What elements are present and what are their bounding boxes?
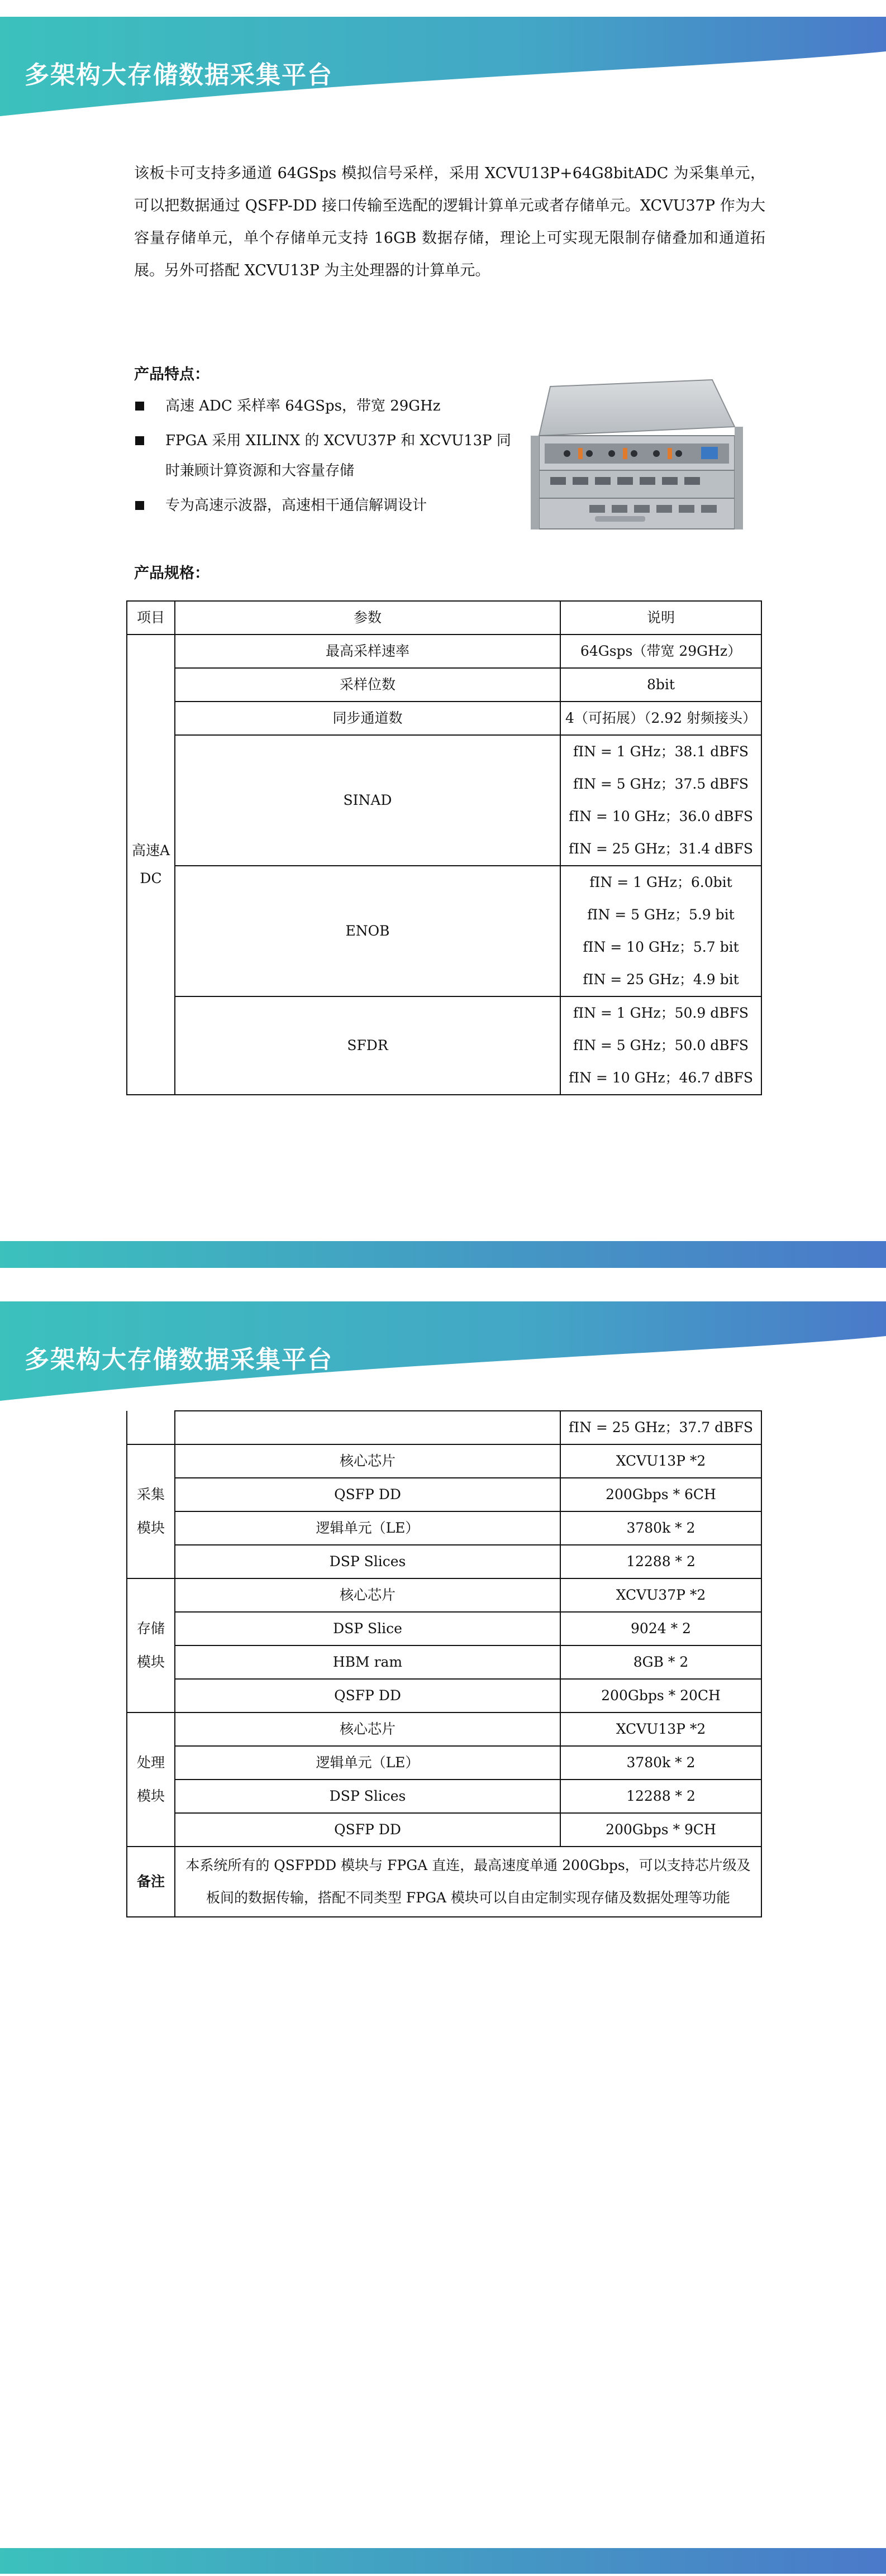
- param-cell: 同步通道数: [175, 702, 560, 735]
- spec-table-continued: [126, 1410, 762, 1917]
- table-row: [127, 1578, 761, 1612]
- table-row: [127, 668, 761, 702]
- features-heading: 产品特点：: [134, 366, 209, 383]
- table-row: [127, 1411, 761, 1444]
- value-cell: fIN = 1 GHz；38.1 dBFS fIN = 5 GHz；37.5 dBFS fIN = 10 GHz；36.0 dBFS fIN = 25 GHz；31.4 dBFS: [560, 735, 761, 866]
- table-row: [127, 1444, 761, 1478]
- spec-heading: 产品规格：: [134, 565, 209, 582]
- table-row: [127, 1645, 761, 1679]
- param-cell: QSFP DD: [175, 1679, 560, 1712]
- param-cell: QSFP DD: [175, 1813, 560, 1847]
- value-cell: 200Gbps * 20CH: [560, 1679, 761, 1712]
- param-cell: DSP Slices: [175, 1780, 560, 1813]
- param-cell: 核心芯片: [175, 1444, 560, 1478]
- table-row: [127, 1679, 761, 1712]
- table-row: [127, 996, 761, 1095]
- table-header-row: [127, 601, 761, 635]
- page-header-banner: [0, 17, 886, 117]
- remark-label: 备注: [127, 1847, 175, 1917]
- value-cell: XCVU13P *2: [560, 1444, 761, 1478]
- page-title: 多架构大存储数据采集平台: [25, 61, 333, 89]
- feature-item: FPGA 采用 XILINX 的 XCVU37P 和 XCVU13P 同时兼顾计算资源和大容量存储: [134, 426, 525, 486]
- table-row: [127, 1712, 761, 1746]
- column-header-desc: 说明: [560, 601, 761, 635]
- page-title: 多架构大存储数据采集平台: [25, 1346, 333, 1374]
- table-row: [127, 702, 761, 735]
- product-photo: [528, 375, 751, 537]
- feature-list: [134, 391, 525, 521]
- table-row: [127, 1746, 761, 1780]
- intro-paragraph: 该板卡可支持多通道 64GSps 模拟信号采样，采用 XCVU13P+64G8bitADC 为采集单元，可以把数据通过 QSFP-DD 接口传输至选配的逻辑计算单元或者存储单元。XCVU37P 作为大容量存储单元，单个存储单元支持 16GB 数据存储，理论上可实现无限制存储叠加和通道拓展。另外可搭配 XCVU13P 为主处理器的计算单元。: [134, 165, 765, 279]
- column-header-param: 参数: [175, 601, 560, 635]
- param-cell: 逻辑单元（LE）: [175, 1746, 560, 1780]
- value-cell: 4（可拓展）（2.92 射频接头）: [560, 702, 761, 735]
- value-cell: 3780k * 2: [560, 1746, 761, 1780]
- group-cell-acquisition: 采集模块: [127, 1444, 175, 1578]
- feature-item: 专为高速示波器，高速相干通信解调设计: [134, 490, 525, 521]
- value-cell: 64Gsps（带宽 29GHz）: [560, 635, 761, 668]
- value-cell: 12288 * 2: [560, 1780, 761, 1813]
- table-row: [127, 1511, 761, 1545]
- group-cell-storage: 存储模块: [127, 1578, 175, 1712]
- param-cell: 核心芯片: [175, 1712, 560, 1746]
- param-cell: HBM ram: [175, 1645, 560, 1679]
- table-row: [127, 1612, 761, 1645]
- feature-item: 高速 ADC 采样率 64GSps，带宽 29GHz: [134, 391, 525, 421]
- param-cell: ENOB: [175, 866, 560, 996]
- value-cell: fIN = 25 GHz；37.7 dBFS: [560, 1411, 761, 1444]
- param-cell: SINAD: [175, 735, 560, 866]
- remark-text: 本系统所有的 QSFPDD 模块与 FPGA 直连，最高速度单通 200Gbps，可以支持芯片级及板间的数据传输，搭配不同类型 FPGA 模块可以自由定制实现存储及数据处理等功能: [175, 1847, 761, 1917]
- value-cell: fIN = 1 GHz；6.0bit fIN = 5 GHz；5.9 bit fIN = 10 GHz；5.7 bit fIN = 25 GHz；4.9 bit: [560, 866, 761, 996]
- page-footer-strip: [0, 2548, 886, 2575]
- value-cell: 8bit: [560, 668, 761, 702]
- param-cell: 逻辑单元（LE）: [175, 1511, 560, 1545]
- square-bullet-icon: [135, 402, 144, 411]
- square-bullet-icon: [135, 436, 144, 445]
- table-row: [127, 1813, 761, 1847]
- square-bullet-icon: [135, 501, 144, 510]
- value-cell: 12288 * 2: [560, 1545, 761, 1578]
- param-cell: SFDR: [175, 996, 560, 1095]
- param-cell: DSP Slices: [175, 1545, 560, 1578]
- group-cell-processing: 处理模块: [127, 1712, 175, 1847]
- table-row: [127, 735, 761, 866]
- table-row: [127, 635, 761, 668]
- table-row: [127, 1478, 761, 1511]
- column-header-item: 项目: [127, 601, 175, 635]
- page-footer-strip: [0, 1241, 886, 1268]
- table-row: [127, 866, 761, 996]
- param-cell: QSFP DD: [175, 1478, 560, 1511]
- value-cell: 9024 * 2: [560, 1612, 761, 1645]
- value-cell: XCVU37P *2: [560, 1578, 761, 1612]
- value-cell: fIN = 1 GHz；50.9 dBFS fIN = 5 GHz；50.0 dBFS fIN = 10 GHz；46.7 dBFS: [560, 996, 761, 1095]
- page-header-banner: [0, 1301, 886, 1402]
- value-cell: 200Gbps * 6CH: [560, 1478, 761, 1511]
- value-cell: 8GB * 2: [560, 1645, 761, 1679]
- value-cell: XCVU13P *2: [560, 1712, 761, 1746]
- table-row: [127, 1545, 761, 1578]
- value-cell: 3780k * 2: [560, 1511, 761, 1545]
- table-row: [127, 1780, 761, 1813]
- param-cell: 采样位数: [175, 668, 560, 702]
- spec-table: [126, 600, 762, 1095]
- param-cell: 核心芯片: [175, 1578, 560, 1612]
- value-cell: 200Gbps * 9CH: [560, 1813, 761, 1847]
- group-cell-adc: 高速ADC: [127, 635, 175, 1095]
- remark-row: [127, 1847, 761, 1917]
- param-cell: 最高采样速率: [175, 635, 560, 668]
- param-cell: DSP Slice: [175, 1612, 560, 1645]
